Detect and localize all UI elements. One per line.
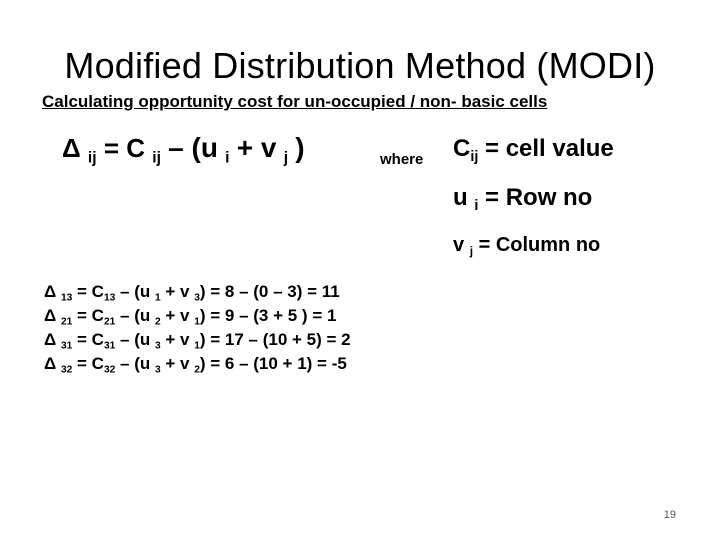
delta-symbol: Δ [44, 330, 57, 349]
calculation-row: Δ $_{31} = C_{31} - (u$ $_3$ + v $_1$) = 17 – (10 + 5) = 2 [44, 330, 351, 352]
page-number: 19 [663, 509, 676, 521]
delta-symbol: Δ [44, 282, 57, 301]
cij-text: = cell value [478, 135, 614, 162]
formula-minus-u: – (u [168, 132, 218, 163]
calculation-row: Δ $_{13} = C_{13} - (u$ $_1$ + v $_3$) = 8 – (0 – 3) = 11 [44, 282, 340, 304]
formula-sub-ij: ij [87, 149, 97, 167]
formula-plus-v: + v [236, 132, 277, 163]
col-index: 1 [194, 340, 200, 352]
calculation-result: ) = 6 – (10 + 1) = -5 [199, 354, 347, 373]
formula-sub-i: i [225, 149, 230, 167]
vj-sub: j [469, 244, 474, 259]
cell-index: 21 [60, 316, 73, 328]
ui-symbol: u [453, 184, 468, 211]
calculation-result: ) = 9 – (3 + 5 ) = 1 [199, 306, 337, 325]
delta-symbol: Δ [62, 133, 81, 163]
formula-sub-j: j [283, 149, 289, 167]
ui-text: = Row no [478, 184, 593, 211]
cell-index: 32 [60, 364, 73, 376]
formula-sub-ij-c: ij [152, 149, 161, 167]
vj-symbol: v [453, 234, 465, 256]
definition-ui [453, 182, 592, 214]
ui-sub: i [474, 198, 479, 215]
delta-symbol: Δ [44, 306, 57, 325]
cost-index: 31 [103, 340, 116, 352]
calculation-result: ) = 17 – (10 + 5) = 2 [199, 330, 351, 349]
main-formula [62, 130, 305, 166]
row-index: 3 [154, 364, 161, 376]
formula-close-paren: ) [295, 132, 305, 163]
slide-subtitle: Calculating opportunity cost for un-occupied / non- basic cells [42, 92, 548, 111]
definition-cij [453, 133, 614, 165]
where-label: where [380, 151, 424, 168]
calculation-list [44, 280, 351, 376]
formula-eq-c: = C [103, 133, 146, 163]
row-index: 1 [154, 292, 161, 304]
col-index: 1 [194, 316, 200, 328]
cost-index: 21 [103, 316, 116, 328]
calculation-row: Δ $_{32} = C_{32} - (u$ $_3$ + v $_2$) = 6 – (10 + 1) = -5 [44, 354, 347, 376]
vj-text: = Column no [473, 234, 601, 256]
cost-index: 32 [103, 364, 116, 376]
row-index: 2 [154, 316, 161, 328]
slide-title: Modified Distribution Method (MODI) [64, 45, 656, 86]
col-index: 3 [194, 292, 200, 304]
calculation-result: ) = 8 – (0 – 3) = 11 [199, 282, 340, 301]
cij-symbol: C [453, 135, 471, 162]
row-index: 3 [154, 340, 161, 352]
definition-vj [453, 229, 600, 261]
cell-index: 31 [60, 340, 73, 352]
cij-sub: ij [470, 149, 479, 166]
delta-symbol: Δ [44, 354, 57, 373]
calculation-row: Δ $_{21} = C_{21} - (u$ $_2$ + v $_1$) = 9 – (3 + 5 ) = 1 [44, 306, 337, 328]
cost-index: 13 [103, 292, 116, 304]
col-index: 2 [194, 364, 200, 376]
cell-index: 13 [60, 292, 73, 304]
